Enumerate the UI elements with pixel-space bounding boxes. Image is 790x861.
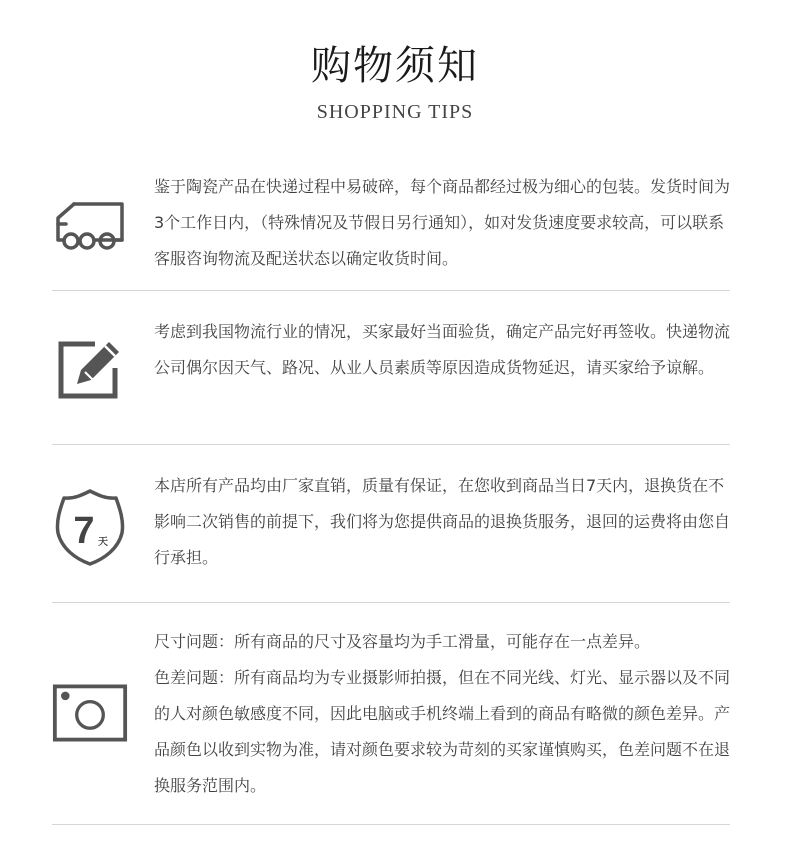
- edit-sign-icon: [52, 327, 128, 411]
- tip-paragraph: 色差问题：所有商品均为专业摄影师拍摄，但在不同光线、灯光、显示器以及不同的人对颜色敏感度不同，因此电脑或手机终端上看到的商品有略微的颜色差异。产品颜色以收到实物为准，请对颜色要求较为苛刻的买家谨慎购买，色差问题不在退换服务范围内。: [154, 668, 731, 795]
- badge-unit: 天: [98, 537, 108, 548]
- tip-return-policy: [52, 445, 730, 603]
- tip-paragraph: 本店所有产品均由厂家直销，质量有保证，在您收到商品当日7天内，退换货在不影响二次销售的前提下，我们将为您提供商品的退换货服务，退回的运费将由您自行承担。: [154, 476, 731, 567]
- delivery-truck-icon: [52, 184, 128, 268]
- page-subtitle: SHOPPING TIPS: [316, 101, 474, 123]
- tip-text: [154, 169, 730, 277]
- header: [0, 40, 790, 124]
- camera-icon: [52, 671, 128, 755]
- tip-paragraph: 考虑到我国物流行业的情况，买家最好当面验货，确定产品完好再签收。快递物流公司偶尔因天气、路况、从业人员素质等原因造成货物延迟，请买家给予谅解。: [154, 322, 731, 377]
- tip-size-color: [52, 603, 730, 825]
- tips-list: [52, 160, 730, 825]
- tip-text: [154, 624, 730, 804]
- tip-text: [154, 468, 730, 576]
- badge-number: 7: [73, 510, 95, 552]
- tip-text: [154, 314, 730, 386]
- tip-inspection: [52, 291, 730, 445]
- page-title: 购物须知: [311, 43, 479, 89]
- tip-paragraph: 鉴于陶瓷产品在快递过程中易破碎，每个商品都经过极为细心的包装。发货时间为3个工作日内，（特殊情况及节假日另行通知），如对发货速度要求较高，可以联系客服咨询物流及配送状态以确定收货时间。: [154, 177, 731, 268]
- tip-paragraph: 尺寸问题：所有商品的尺寸及容量均为手工滑量，可能存在一点差异。: [154, 632, 651, 651]
- tip-delivery: [52, 160, 730, 291]
- seven-day-return-badge-icon: [52, 485, 128, 569]
